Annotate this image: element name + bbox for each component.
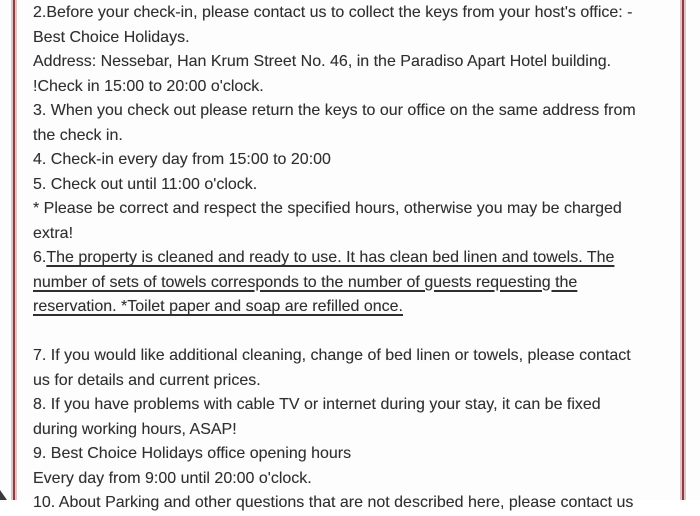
text-segment: extra! xyxy=(33,224,74,242)
text-segment: the check in. xyxy=(33,126,123,144)
text-segment: Address: Nessebar, Han Krum Street No. 46, in the Paradiso Apart Hotel building. xyxy=(33,53,612,70)
text-segment: 10. About Parking and other questions that are not described here, please contact us xyxy=(33,494,634,511)
text-segment: 2.Before your check-in, please contact us to collect the keys from your host's office: - xyxy=(33,4,633,21)
text-line xyxy=(33,271,673,296)
text-segment: * Please be correct and respect the specified hours, otherwise you may be charged xyxy=(33,200,622,217)
text-line xyxy=(33,491,673,516)
text-line xyxy=(33,320,673,345)
text-segment: 9. Best Choice Holidays office opening hours xyxy=(33,445,352,462)
text-line xyxy=(33,26,673,51)
text-segment: 8. If you have problems with cable TV or internet during your stay, it can be fixed xyxy=(33,396,601,413)
text-line xyxy=(33,173,673,198)
text-line xyxy=(33,418,673,443)
text-line xyxy=(33,344,673,369)
text-line xyxy=(33,467,673,492)
text-line xyxy=(33,124,673,149)
text-line xyxy=(33,442,673,467)
left-border-line xyxy=(11,0,17,500)
right-border-line xyxy=(680,0,686,500)
text-segment: !Check in 15:00 to 20:00 o'clock. xyxy=(33,77,264,95)
text-line xyxy=(33,222,673,247)
text-line xyxy=(33,295,673,320)
text-segment: 5. Check out until 11:00 o'clock. xyxy=(33,175,258,193)
underlined-text-segment: number of sets of towels corresponds to the number of guests requesting the xyxy=(33,273,578,291)
text-line xyxy=(33,1,673,26)
underlined-text-segment: The property is cleaned and ready to use. It has clean bed linen and towels. The xyxy=(46,249,615,266)
underlined-text-segment: reservation. *Toilet paper and soap are refilled once. xyxy=(33,298,403,315)
text-line xyxy=(33,246,673,271)
text-line xyxy=(33,50,673,75)
text-segment: us for details and current prices. xyxy=(33,371,261,389)
text-line xyxy=(33,148,673,173)
photo-corner-artifact xyxy=(0,490,7,500)
text-segment: 7. If you would like additional cleaning, change of bed linen or towels, please contact xyxy=(33,347,631,364)
text-line xyxy=(33,99,673,124)
document-text xyxy=(33,1,673,516)
text-segment: 4. Check-in every day from 15:00 to 20:00 xyxy=(33,151,331,168)
text-segment: Every day from 9:00 until 20:00 o'clock. xyxy=(33,469,312,487)
text-line xyxy=(33,393,673,418)
text-segment: Best Choice Holidays. xyxy=(33,28,190,46)
text-segment: 3. When you check out please return the keys to our office on the same address from xyxy=(33,102,636,119)
text-line xyxy=(33,369,673,394)
text-segment: 6. xyxy=(33,249,47,266)
text-line xyxy=(33,75,673,100)
text-line xyxy=(33,197,673,222)
text-segment: during working hours, ASAP! xyxy=(33,420,237,438)
